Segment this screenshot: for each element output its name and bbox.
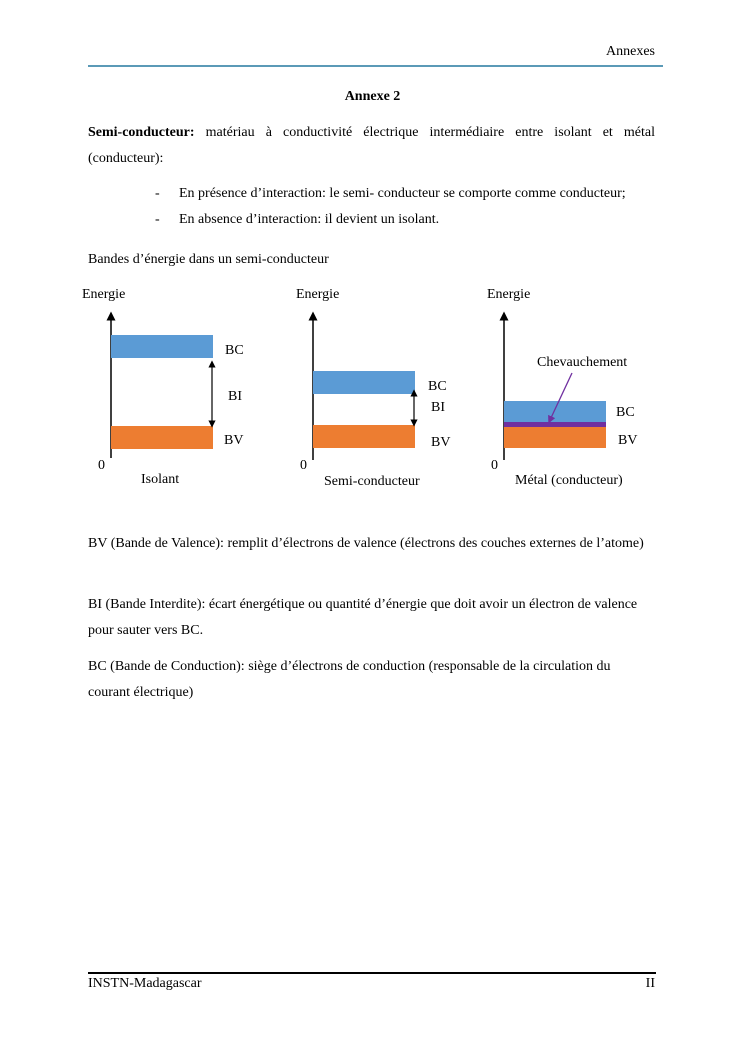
definition-text: matériau à conductivité électrique intermédiaire entre isolant et métal (conducteur): — [88, 125, 656, 166]
footer-institution: INSTN-Madagascar — [88, 976, 202, 991]
origin-label: 0 — [491, 458, 498, 473]
axis-label: Energie — [296, 287, 340, 302]
bc-label: BC — [616, 405, 635, 420]
overlap-label: Chevauchement — [537, 355, 628, 370]
origin-label: 0 — [98, 458, 105, 473]
footer-rule — [88, 972, 656, 974]
axis-label: Energie — [487, 287, 531, 302]
annexe-title: Annexe 2 — [344, 89, 401, 104]
header-rule — [88, 65, 663, 67]
footer-page-number: II — [645, 976, 655, 991]
conduction-band — [111, 335, 213, 358]
valence-band — [313, 425, 415, 448]
definition-term: Semi-conducteur: — [88, 125, 195, 140]
panel-caption: Semi-conducteur — [324, 474, 420, 489]
bi-label: BI — [228, 389, 242, 404]
bi-label: BI — [431, 400, 445, 415]
bv-label: BV — [431, 435, 451, 450]
bc-label: BC — [428, 379, 447, 394]
bands-intro: Bandes d’énergie dans un semi-conducteur — [88, 252, 329, 267]
definition-bc: BC (Bande de Conduction): siège d’électrons de conduction (responsable de la circulation du courant électrique) — [88, 659, 611, 700]
panel-caption: Isolant — [141, 472, 180, 487]
overlap-band — [504, 422, 606, 427]
bv-label: BV — [618, 433, 638, 448]
bullet-item: - En présence d’interaction: le semi- conducteur se comporte comme conducteur; — [155, 186, 626, 201]
definition-bv: BV (Bande de Valence): remplit d’électrons de valence (électrons des couches externes de l’atome) — [88, 536, 644, 551]
conduction-band — [504, 401, 606, 425]
axis-label: Energie — [82, 287, 126, 302]
panel-metal — [487, 287, 637, 488]
definition-bi: BI (Bande Interdite): écart énergétique ou quantité d’énergie que doit avoir un électron de valence pour sauter vers BC. — [88, 597, 638, 638]
valence-band — [111, 426, 213, 449]
bullet-text: En présence d’interaction: le semi- conducteur se comporte comme conducteur; — [179, 186, 626, 201]
panel-caption: Métal (conducteur) — [515, 473, 623, 488]
bullet-text: En absence d’interaction: il devient un isolant. — [179, 212, 440, 227]
energy-band-diagram — [0, 280, 745, 495]
panel-isolant — [82, 287, 244, 487]
header-section: Annexes — [606, 44, 655, 59]
origin-label: 0 — [300, 458, 307, 473]
bc-label: BC — [225, 343, 244, 358]
valence-band — [504, 426, 606, 448]
conduction-band — [313, 371, 415, 394]
bullet-item: - En absence d’interaction: il devient un isolant. — [155, 212, 440, 227]
panel-semi-conducteur — [296, 287, 450, 489]
bv-label: BV — [224, 433, 244, 448]
definition-paragraph — [88, 120, 655, 172]
